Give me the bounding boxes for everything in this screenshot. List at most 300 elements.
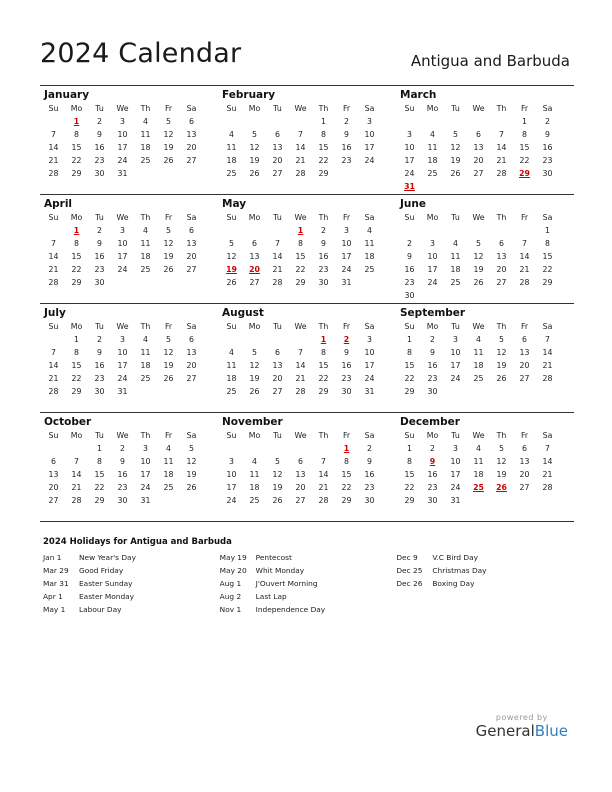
day-cell: 24	[427, 278, 438, 287]
page-title: 2024 Calendar	[40, 38, 242, 69]
day-cell: 30	[94, 169, 105, 178]
day-cell: 19	[496, 470, 507, 479]
holiday-name: Good Friday	[79, 566, 124, 575]
weekday-header: Tu	[95, 104, 104, 113]
holiday-name: J'Ouvert Morning	[255, 579, 318, 588]
day-cell: 19	[186, 470, 197, 479]
day-cell: 12	[450, 143, 461, 152]
weekday-header: Sa	[364, 431, 375, 440]
day-cell: 23	[117, 483, 128, 492]
day-cell: 27	[295, 496, 306, 505]
day-cell: 19	[496, 361, 507, 370]
day-cell: 16	[341, 143, 352, 152]
day-cell: 5	[476, 239, 481, 248]
holiday-day-cell: 9	[429, 457, 436, 466]
day-cell: 29	[318, 169, 329, 178]
holiday-item	[43, 603, 220, 616]
holiday-item	[220, 590, 397, 603]
holiday-day-cell: 1	[73, 226, 80, 235]
day-cell: 15	[404, 470, 415, 479]
weekday-header: We	[472, 322, 485, 331]
day-cell: 8	[321, 130, 326, 139]
weekday-header: Tu	[95, 322, 104, 331]
day-cell: 24	[117, 265, 128, 274]
holiday-day-cell: 20	[249, 265, 260, 274]
day-cell: 4	[143, 335, 148, 344]
day-cell: 28	[272, 278, 283, 287]
day-cell: 28	[48, 387, 59, 396]
day-cell: 24	[140, 483, 151, 492]
month-january	[40, 86, 218, 194]
day-cell: 14	[318, 470, 329, 479]
holiday-date: Aug 2	[219, 592, 242, 601]
day-cell: 14	[272, 252, 283, 261]
holiday-date: Mar 31	[43, 579, 69, 588]
day-cell: 3	[453, 444, 458, 453]
day-cell: 16	[404, 265, 415, 274]
day-cell: 20	[272, 374, 283, 383]
day-cell: 6	[252, 239, 257, 248]
empty-cell	[220, 333, 243, 346]
day-cell: 17	[450, 361, 461, 370]
day-cell: 16	[427, 470, 438, 479]
day-cell: 4	[252, 457, 257, 466]
weekday-header: Su	[48, 213, 59, 222]
day-cell: 3	[407, 130, 412, 139]
weekday-header: We	[294, 322, 307, 331]
day-cell: 6	[522, 335, 527, 344]
day-cell: 6	[522, 444, 527, 453]
day-cell: 15	[71, 252, 82, 261]
holiday-day-cell: 2	[343, 335, 350, 344]
weekday-header: Sa	[364, 104, 375, 113]
day-cell: 25	[226, 169, 237, 178]
day-cell: 2	[407, 239, 412, 248]
weekday-header: Sa	[542, 322, 553, 331]
day-cell: 12	[226, 252, 237, 261]
day-cell: 20	[519, 361, 530, 370]
day-cell: 23	[427, 374, 438, 383]
day-cell: 21	[48, 156, 59, 165]
holiday-date: Dec 9	[396, 553, 418, 562]
holiday-item	[43, 564, 220, 577]
day-cell: 31	[341, 278, 352, 287]
day-cell: 28	[71, 496, 82, 505]
day-cell: 24	[341, 265, 352, 274]
weekday-header: We	[116, 322, 129, 331]
day-cell: 4	[476, 444, 481, 453]
day-cell: 5	[229, 239, 234, 248]
day-cell: 13	[272, 361, 283, 370]
month-name: October	[44, 416, 92, 428]
holiday-day-cell: 1	[343, 444, 350, 453]
holidays-title: 2024 Holidays for Antigua and Barbuda	[43, 537, 232, 547]
day-cell: 17	[341, 252, 352, 261]
day-cell: 12	[496, 348, 507, 357]
day-cell: 9	[344, 130, 349, 139]
holiday-date: Dec 26	[396, 579, 423, 588]
empty-cell	[266, 224, 289, 237]
day-cell: 21	[295, 374, 306, 383]
day-cell: 18	[364, 252, 375, 261]
day-cell: 17	[364, 361, 375, 370]
weekday-header: We	[294, 104, 307, 113]
day-cell: 1	[321, 117, 326, 126]
holiday-date: Aug 1	[219, 579, 242, 588]
day-cell: 20	[496, 265, 507, 274]
day-cell: 13	[519, 348, 530, 357]
month-name: April	[44, 198, 73, 210]
weekday-header: Mo	[70, 431, 83, 440]
day-cell: 30	[427, 496, 438, 505]
holiday-name: Easter Sunday	[79, 579, 133, 588]
day-cell: 20	[186, 252, 197, 261]
day-cell: 30	[318, 278, 329, 287]
holiday-item	[220, 577, 397, 590]
weekday-header: Th	[318, 213, 329, 222]
day-cell: 24	[117, 374, 128, 383]
day-cell: 16	[94, 361, 105, 370]
day-cell: 25	[473, 374, 484, 383]
day-cell: 6	[476, 130, 481, 139]
day-cell: 21	[48, 374, 59, 383]
calendar-grid	[40, 85, 574, 522]
day-cell: 20	[295, 483, 306, 492]
day-cell: 9	[120, 457, 125, 466]
day-cell: 10	[117, 348, 128, 357]
day-cell: 22	[71, 265, 82, 274]
day-cell: 27	[473, 169, 484, 178]
day-cell: 1	[74, 335, 79, 344]
day-cell: 11	[450, 252, 461, 261]
day-cell: 28	[295, 387, 306, 396]
day-cell: 25	[427, 169, 438, 178]
weekday-header: Th	[140, 322, 151, 331]
day-cell: 18	[473, 470, 484, 479]
day-cell: 14	[48, 143, 59, 152]
day-cell: 31	[117, 387, 128, 396]
day-cell: 27	[186, 156, 197, 165]
day-cell: 5	[166, 335, 171, 344]
weekday-header: Tu	[451, 431, 460, 440]
day-grid	[398, 211, 574, 302]
weekday-header: Mo	[248, 431, 261, 440]
day-cell: 30	[364, 496, 375, 505]
day-cell: 17	[117, 252, 128, 261]
weekday-header: Su	[226, 322, 237, 331]
day-cell: 9	[97, 239, 102, 248]
weekday-header: Fr	[520, 431, 529, 440]
holiday-name: Boxing Day	[432, 579, 475, 588]
day-cell: 7	[51, 239, 56, 248]
day-cell: 11	[163, 457, 174, 466]
empty-cell	[398, 115, 421, 128]
day-cell: 21	[519, 265, 530, 274]
day-cell: 20	[519, 470, 530, 479]
day-cell: 2	[120, 444, 125, 453]
day-cell: 30	[117, 496, 128, 505]
day-cell: 25	[226, 387, 237, 396]
day-cell: 24	[226, 496, 237, 505]
day-cell: 28	[542, 483, 553, 492]
weekday-header: Fr	[164, 104, 173, 113]
day-cell: 10	[404, 143, 415, 152]
day-cell: 2	[430, 335, 435, 344]
day-cell: 14	[542, 457, 553, 466]
day-cell: 16	[94, 252, 105, 261]
holiday-name: Whit Monday	[255, 566, 305, 575]
empty-cell	[42, 115, 65, 128]
holiday-date: Dec 25	[396, 566, 423, 575]
weekday-header: Mo	[248, 104, 261, 113]
day-cell: 2	[344, 117, 349, 126]
day-cell: 10	[450, 348, 461, 357]
day-cell: 7	[298, 348, 303, 357]
day-cell: 1	[407, 444, 412, 453]
weekday-header: Su	[404, 431, 415, 440]
month-june	[396, 195, 574, 303]
brand-name	[476, 722, 568, 740]
weekday-header: Mo	[70, 213, 83, 222]
day-cell: 3	[367, 117, 372, 126]
day-cell: 10	[117, 130, 128, 139]
empty-cell	[467, 115, 490, 128]
weekday-header: Su	[226, 213, 237, 222]
day-cell: 27	[519, 483, 530, 492]
day-cell: 12	[249, 143, 260, 152]
empty-cell	[289, 333, 312, 346]
day-cell: 22	[318, 374, 329, 383]
day-cell: 29	[71, 387, 82, 396]
weekday-header: Tu	[451, 104, 460, 113]
day-cell: 15	[295, 252, 306, 261]
day-cell: 6	[298, 457, 303, 466]
day-cell: 21	[496, 156, 507, 165]
day-cell: 10	[140, 457, 151, 466]
day-cell: 26	[272, 496, 283, 505]
day-cell: 20	[186, 143, 197, 152]
weekday-header: Fr	[342, 213, 351, 222]
month-name: May	[222, 198, 247, 210]
day-cell: 11	[364, 239, 375, 248]
day-cell: 4	[229, 130, 234, 139]
weekday-header: Fr	[342, 322, 351, 331]
day-cell: 26	[249, 387, 260, 396]
day-cell: 10	[364, 130, 375, 139]
day-cell: 8	[97, 457, 102, 466]
day-cell: 13	[249, 252, 260, 261]
calendar-row	[40, 85, 574, 194]
weekday-header: We	[472, 431, 485, 440]
day-cell: 27	[186, 265, 197, 274]
day-cell: 29	[318, 387, 329, 396]
holiday-item	[396, 577, 573, 590]
day-cell: 13	[496, 252, 507, 261]
weekday-header: Tu	[273, 431, 282, 440]
day-cell: 31	[364, 387, 375, 396]
day-cell: 22	[341, 483, 352, 492]
day-grid	[220, 429, 396, 507]
weekday-header: Th	[318, 104, 329, 113]
day-cell: 22	[404, 483, 415, 492]
day-cell: 29	[341, 496, 352, 505]
day-cell: 16	[364, 470, 375, 479]
holiday-name: New Year's Day	[79, 553, 136, 562]
empty-cell	[421, 115, 444, 128]
day-cell: 20	[272, 156, 283, 165]
day-cell: 17	[364, 143, 375, 152]
day-cell: 10	[226, 470, 237, 479]
day-cell: 11	[249, 470, 260, 479]
day-cell: 21	[48, 265, 59, 274]
holiday-name: Easter Monday	[79, 592, 135, 601]
weekday-header: Sa	[542, 213, 553, 222]
day-cell: 17	[117, 361, 128, 370]
weekday-header: Th	[140, 431, 151, 440]
day-cell: 12	[186, 457, 197, 466]
day-cell: 15	[341, 470, 352, 479]
weekday-header: Su	[48, 104, 59, 113]
day-cell: 9	[97, 130, 102, 139]
day-cell: 19	[163, 361, 174, 370]
day-cell: 7	[522, 239, 527, 248]
weekday-header: Sa	[186, 431, 197, 440]
empty-cell	[243, 115, 266, 128]
weekday-header: Sa	[186, 104, 197, 113]
month-name: January	[44, 89, 90, 101]
day-cell: 6	[51, 457, 56, 466]
day-cell: 9	[545, 130, 550, 139]
weekday-header: Mo	[70, 322, 83, 331]
month-september	[396, 304, 574, 412]
month-february	[218, 86, 396, 194]
day-cell: 5	[252, 130, 257, 139]
day-cell: 3	[120, 335, 125, 344]
day-cell: 26	[226, 278, 237, 287]
day-cell: 18	[163, 470, 174, 479]
weekday-header: Fr	[520, 213, 529, 222]
day-cell: 15	[404, 361, 415, 370]
day-cell: 15	[71, 143, 82, 152]
day-cell: 11	[140, 239, 151, 248]
day-cell: 2	[97, 226, 102, 235]
day-cell: 20	[48, 483, 59, 492]
holiday-day-cell: 19	[226, 265, 237, 274]
day-cell: 3	[367, 335, 372, 344]
holiday-column	[220, 551, 397, 616]
day-cell: 27	[186, 374, 197, 383]
weekday-header: Th	[140, 213, 151, 222]
weekday-header: Sa	[364, 322, 375, 331]
weekday-header: Mo	[426, 431, 439, 440]
day-cell: 27	[519, 374, 530, 383]
day-cell: 29	[71, 169, 82, 178]
day-cell: 8	[545, 239, 550, 248]
day-grid	[42, 102, 218, 180]
day-cell: 18	[427, 156, 438, 165]
holiday-date: Apr 1	[43, 592, 63, 601]
month-name: November	[222, 416, 283, 428]
day-cell: 11	[226, 143, 237, 152]
weekday-header: We	[116, 104, 129, 113]
empty-cell	[243, 333, 266, 346]
month-name: August	[222, 307, 264, 319]
day-cell: 8	[407, 457, 412, 466]
empty-cell	[266, 442, 289, 455]
day-cell: 22	[94, 483, 105, 492]
month-july	[40, 304, 218, 412]
day-cell: 24	[364, 156, 375, 165]
empty-cell	[289, 115, 312, 128]
day-cell: 3	[120, 226, 125, 235]
day-cell: 15	[542, 252, 553, 261]
weekday-header: Fr	[342, 431, 351, 440]
day-cell: 29	[71, 278, 82, 287]
day-cell: 6	[189, 226, 194, 235]
day-cell: 7	[545, 335, 550, 344]
day-cell: 15	[318, 143, 329, 152]
day-cell: 22	[542, 265, 553, 274]
day-cell: 24	[404, 169, 415, 178]
day-cell: 18	[140, 143, 151, 152]
holiday-name: Christmas Day	[432, 566, 487, 575]
weekday-header: Sa	[186, 213, 197, 222]
day-cell: 10	[450, 457, 461, 466]
empty-cell	[289, 442, 312, 455]
weekday-header: Mo	[248, 213, 261, 222]
day-cell: 5	[453, 130, 458, 139]
day-cell: 11	[140, 130, 151, 139]
day-cell: 25	[140, 156, 151, 165]
holiday-name: V.C Bird Day	[432, 553, 478, 562]
day-cell: 15	[71, 361, 82, 370]
day-cell: 27	[48, 496, 59, 505]
day-cell: 8	[321, 348, 326, 357]
day-cell: 18	[226, 156, 237, 165]
day-cell: 26	[163, 374, 174, 383]
weekday-header: Su	[226, 431, 237, 440]
day-cell: 23	[94, 265, 105, 274]
day-grid	[398, 429, 574, 507]
day-cell: 30	[542, 169, 553, 178]
day-cell: 28	[519, 278, 530, 287]
month-name: June	[400, 198, 426, 210]
weekday-header: Th	[496, 104, 507, 113]
holiday-column	[43, 551, 220, 616]
day-cell: 2	[97, 117, 102, 126]
day-cell: 14	[71, 470, 82, 479]
day-cell: 4	[453, 239, 458, 248]
day-cell: 5	[499, 444, 504, 453]
day-cell: 11	[427, 143, 438, 152]
day-cell: 23	[341, 156, 352, 165]
powered-by-text: powered by	[495, 713, 548, 722]
day-cell: 10	[427, 252, 438, 261]
day-cell: 14	[542, 348, 553, 357]
day-cell: 17	[226, 483, 237, 492]
day-cell: 19	[272, 483, 283, 492]
day-cell: 10	[341, 239, 352, 248]
day-cell: 9	[97, 348, 102, 357]
day-cell: 24	[450, 483, 461, 492]
day-cell: 5	[166, 117, 171, 126]
holiday-item	[220, 564, 397, 577]
day-grid	[42, 320, 218, 398]
day-cell: 19	[450, 156, 461, 165]
day-cell: 4	[476, 335, 481, 344]
day-cell: 11	[473, 348, 484, 357]
day-cell: 7	[275, 239, 280, 248]
